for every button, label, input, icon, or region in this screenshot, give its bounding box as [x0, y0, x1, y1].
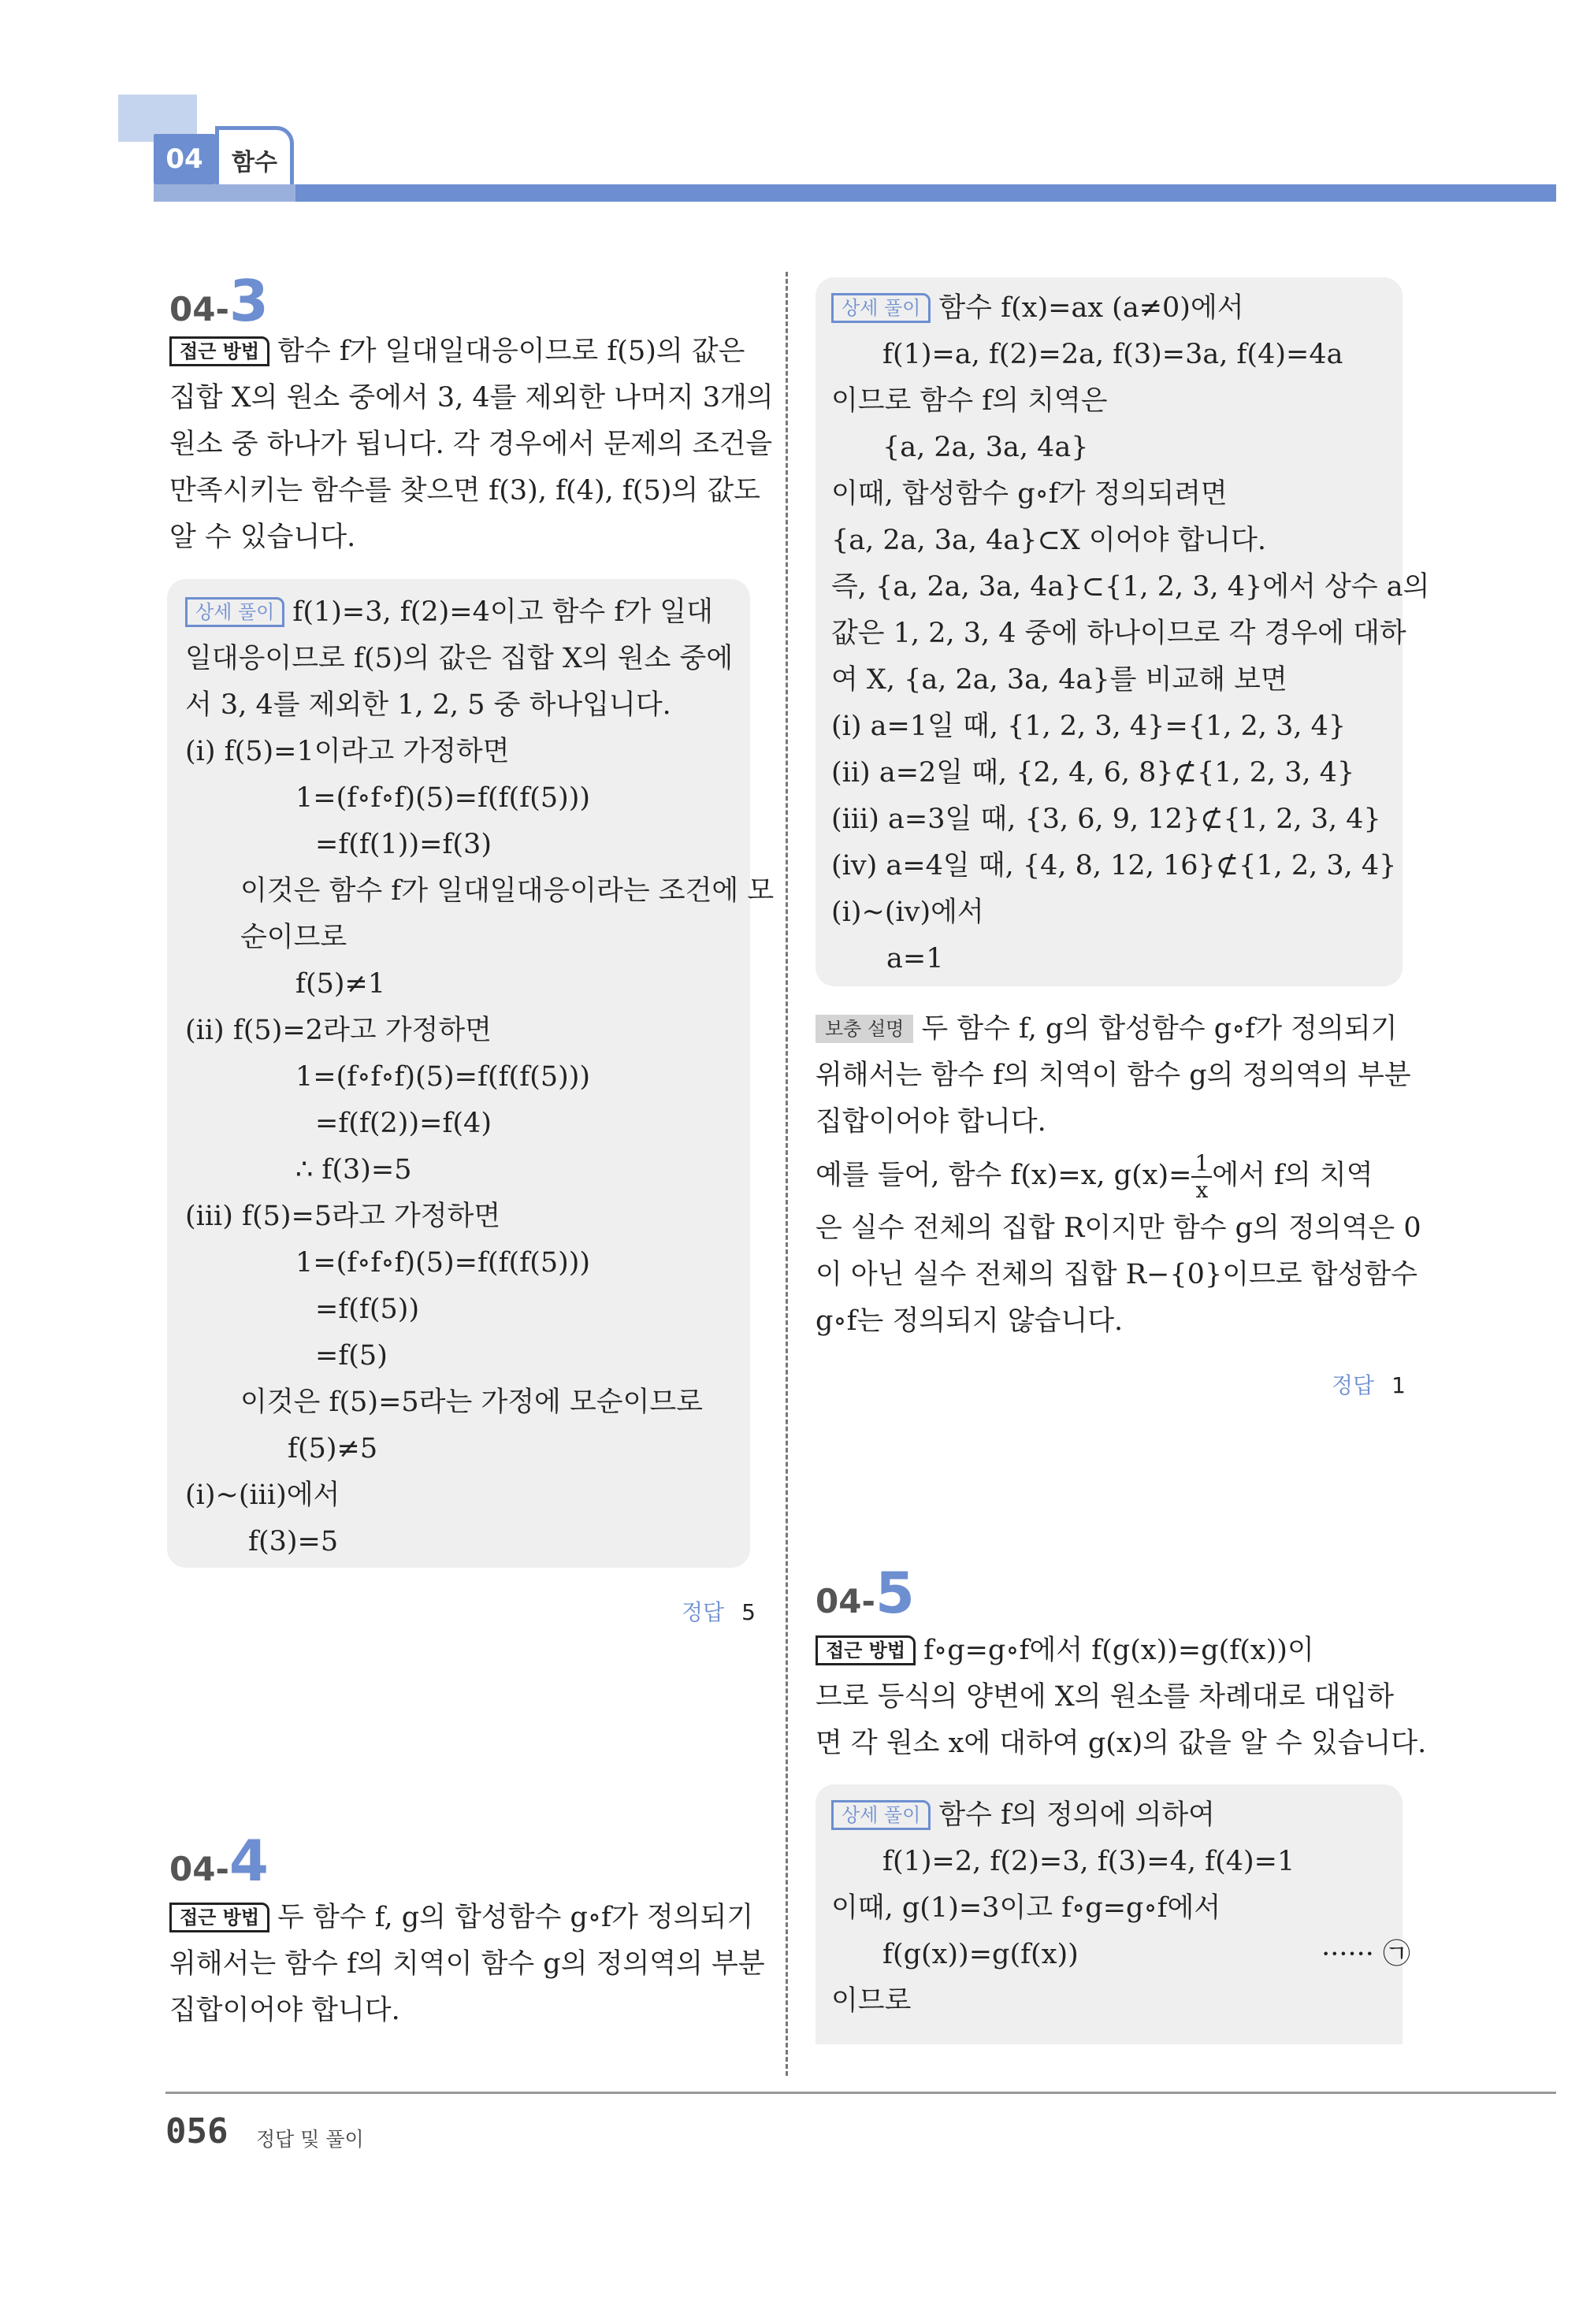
detail-line: 일대응이므로 f(5)의 값은 집합 X의 원소 중에: [185, 643, 734, 674]
detail-line: 순이므로: [240, 922, 347, 953]
header-bar: [154, 184, 1556, 202]
approach-line: 므로 등식의 양변에 X의 원소를 차례대로 대입하: [816, 1681, 1395, 1713]
detail-line: f(5)≠5: [288, 1433, 378, 1465]
extra-example-text: 예를 들어, 함수 f(x)=x, g(x)=: [816, 1160, 1192, 1191]
detail-line: (iii) f(5)=5라고 가정하면: [185, 1201, 501, 1232]
extra-line: 은 실수 전체의 집합 R이지만 함수 g의 정의역은 0: [816, 1212, 1421, 1244]
problem-3-heading: [169, 268, 269, 334]
approach-line: 두 함수 f, g의 합성함수 g∘f가 정의되기: [277, 1902, 754, 1933]
detail-line: 값은 1, 2, 3, 4 중에 하나이므로 각 경우에 대하: [831, 618, 1406, 649]
detail-line: 이것은 함수 f가 일대일대응이라는 조건에 모: [240, 875, 775, 907]
chapter-number: 04: [154, 134, 215, 184]
detail-line: 서 3, 4를 제외한 1, 2, 5 중 하나입니다.: [185, 689, 671, 721]
approach-tag: 접근 방법: [816, 1635, 916, 1665]
answer-value: 5: [741, 1599, 756, 1625]
detail-line: 1=(f∘f∘f)(5)=f(f(f(5))): [295, 1061, 591, 1093]
approach-line: f∘g=g∘f에서 f(g(x))=g(f(x))이: [923, 1635, 1314, 1666]
extra-example-text: 에서 f의 치역: [1212, 1160, 1373, 1191]
detail-line: 이때, g(1)=3이고 f∘g=g∘f에서: [831, 1892, 1221, 1924]
problem-prefix: 04-: [169, 1850, 229, 1888]
approach-line: 함수 f가 일대일대응이므로 f(5)의 값은: [277, 336, 745, 367]
column-divider: [786, 272, 788, 2076]
problem-prefix: 04-: [816, 1582, 875, 1620]
problem-number: 4: [228, 1828, 269, 1894]
detail-line: f(1)=2, f(2)=3, f(3)=4, f(4)=1: [882, 1846, 1295, 1877]
approach-tag: 접근 방법: [169, 1903, 269, 1932]
problem-3-approach: [169, 329, 774, 561]
problem-3-detail: [185, 589, 774, 1565]
detail-line: (i)~(iii)에서: [185, 1479, 340, 1511]
extra-line: 위해서는 함수 f의 치역이 함수 g의 정의역의 부분: [816, 1060, 1411, 1091]
detail-line: 1=(f∘f∘f)(5)=f(f(f(5))): [295, 1247, 591, 1279]
detail-line: =f(f(5)): [315, 1294, 420, 1325]
equation-text: f(g(x))=g(f(x)): [882, 1939, 1079, 1970]
detail-line: =f(5): [315, 1340, 388, 1372]
approach-line: 집합 X의 원소 중에서 3, 4를 제외한 나머지 3개의: [169, 382, 774, 414]
detail-line: 이므로 함수 f의 치역은: [831, 385, 1108, 417]
problem-3-answer: [682, 1595, 756, 1627]
problem-4-extra: [816, 1006, 1421, 1345]
problem-5-approach: [816, 1628, 1426, 1767]
detail-line: f(5)≠1: [295, 968, 386, 1000]
problem-4-approach: [169, 1895, 765, 2034]
extra-line: 집합이어야 합니다.: [816, 1106, 1046, 1138]
detail-line: =f(f(2))=f(4): [315, 1108, 492, 1139]
detail-line: 이것은 f(5)=5라는 가정에 모순이므로: [240, 1387, 704, 1418]
detail-line: (iii) a=3일 때, {3, 6, 9, 12}⊄{1, 2, 3, 4}: [831, 804, 1381, 835]
approach-line: 원소 중 하나가 됩니다. 각 경우에서 문제의 조건을: [169, 429, 773, 460]
detail-tag: 상세 풀이: [185, 597, 284, 627]
detail-tag: 상세 풀이: [831, 293, 931, 323]
approach-line: 집합이어야 합니다.: [169, 1995, 400, 2026]
detail-line: (i)~(iv)에서: [831, 897, 984, 928]
footer-label: 정답 및 풀이: [256, 2128, 364, 2151]
answer-label: 정답: [682, 1599, 725, 1625]
detail-line: ∴ f(3)=5: [295, 1154, 412, 1186]
answer-value: 1: [1391, 1372, 1406, 1398]
detail-line: 여 X, {a, 2a, 3a, 4a}를 비교해 보면: [831, 664, 1287, 696]
problem-5-detail: [831, 1792, 1410, 2025]
detail-line: (i) f(5)=1이라고 가정하면: [185, 736, 510, 767]
equation-marker: ······ ㉠: [1321, 1939, 1410, 1970]
extra-line: 이 아닌 실수 전체의 집합 R−{0}이므로 합성함수: [816, 1259, 1418, 1290]
detail-line: (ii) f(5)=2라고 가정하면: [185, 1015, 492, 1046]
problem-prefix: 04-: [169, 290, 229, 329]
approach-tag: 접근 방법: [169, 336, 269, 366]
detail-line: 이때, 합성함수 g∘f가 정의되려면: [831, 478, 1228, 510]
answer-label: 정답: [1332, 1372, 1375, 1398]
problem-number: 5: [875, 1560, 915, 1626]
approach-line: 위해서는 함수 f의 치역이 함수 g의 정의역의 부분: [169, 1948, 765, 1980]
detail-line: 이므로: [831, 1985, 912, 2017]
detail-line: f(3)=5: [248, 1526, 339, 1557]
page-number: 056: [165, 2111, 228, 2151]
chapter-title: 함수: [215, 126, 294, 184]
detail-line: 함수 f(x)=ax (a≠0)에서: [938, 292, 1244, 324]
approach-line: 만족시키는 함수를 찾으면 f(3), f(4), f(5)의 값도: [169, 475, 760, 507]
footer-rule: [165, 2092, 1556, 2094]
problem-5-heading: [816, 1560, 915, 1626]
problem-number: 3: [228, 268, 269, 334]
fraction-numerator: 1: [1191, 1151, 1212, 1178]
approach-line: 면 각 원소 x에 대하여 g(x)의 값을 알 수 있습니다.: [816, 1728, 1427, 1759]
problem-4-detail: [831, 285, 1429, 982]
problem-4-heading: [169, 1828, 269, 1894]
equation-line: [831, 1932, 1410, 1978]
fraction: [1191, 1151, 1212, 1203]
detail-line: 함수 f의 정의에 의하여: [938, 1799, 1215, 1831]
extra-line: g∘f는 정의되지 않습니다.: [816, 1305, 1124, 1337]
detail-line: a=1: [886, 943, 944, 975]
approach-line: 알 수 있습니다.: [169, 522, 356, 553]
detail-line: 즉, {a, 2a, 3a, 4a}⊂{1, 2, 3, 4}에서 상수 a의: [831, 571, 1430, 603]
detail-line: =f(f(1))=f(3): [315, 829, 492, 860]
detail-line: f(1)=a, f(2)=2a, f(3)=3a, f(4)=4a: [882, 339, 1343, 370]
detail-line: 1=(f∘f∘f)(5)=f(f(f(5))): [295, 782, 591, 814]
detail-tag: 상세 풀이: [831, 1800, 931, 1830]
problem-4-answer: [1332, 1368, 1406, 1400]
detail-line: {a, 2a, 3a, 4a}: [882, 432, 1089, 463]
extra-tag: 보충 설명: [816, 1015, 913, 1043]
header-bar-accent: [154, 184, 295, 202]
detail-line: (iv) a=4일 때, {4, 8, 12, 16}⊄{1, 2, 3, 4}: [831, 850, 1397, 882]
fraction-denominator: x: [1195, 1176, 1209, 1203]
detail-line: f(1)=3, f(2)=4이고 함수 f가 일대: [292, 596, 713, 628]
extra-example-line: [816, 1145, 1421, 1205]
detail-line: (ii) a=2일 때, {2, 4, 6, 8}⊄{1, 2, 3, 4}: [831, 757, 1355, 789]
detail-line: {a, 2a, 3a, 4a}⊂X 이어야 합니다.: [831, 525, 1267, 556]
extra-line: 두 함수 f, g의 합성함수 g∘f가 정의되기: [921, 1013, 1398, 1045]
detail-line: (i) a=1일 때, {1, 2, 3, 4}={1, 2, 3, 4}: [831, 711, 1347, 742]
